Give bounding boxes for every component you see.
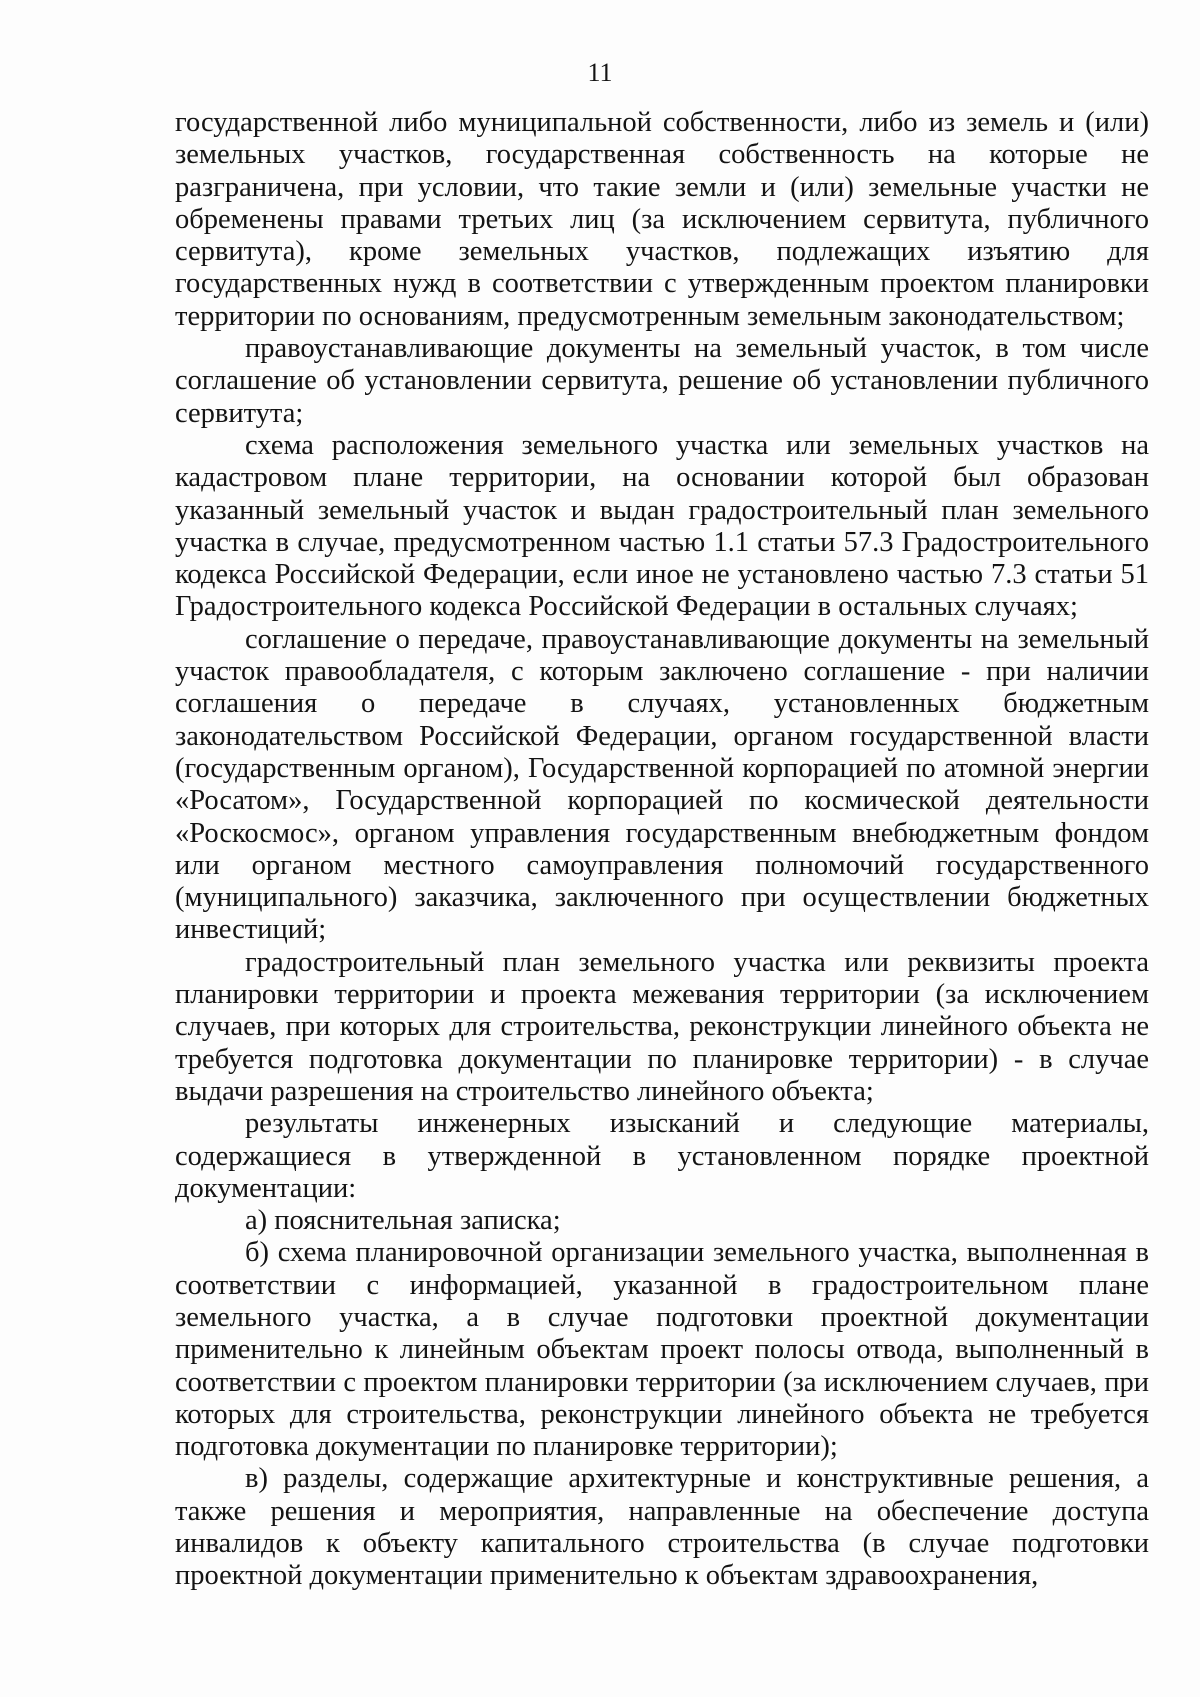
list-item-c: в) разделы, содержащие архитектурные и конструктивные решения, а также решения и мероприятия, направленные на обеспечение доступа инвалидов к объекту капитального строительства (в случае подготовки проектной документации применительно к объектам здравоохранения, — [175, 1463, 1149, 1592]
paragraph-land-continuation: государственной либо муниципальной собственности, либо из земель и (или) земельных участков, государственная собственность на которые не разграничена, при условии, что такие земли и (или) земельные участки не обременены правами третьих лиц (за исключением сервитута, публичного сервитута), кроме земельных участков, подлежащих изъятию для государственных нужд в соответствии с утвержденным проектом планировки территории по основаниям, предусмотренным земельным законодательством; — [175, 107, 1149, 332]
paragraph-transfer-agreement: соглашение о передаче, правоустанавливающие документы на земельный участок правообладателя, с которым заключено соглашение - при наличии соглашения о передаче в случаях, установленных бюджетным законодательством Российской Федерации, органом государственной власти (государственным органом), Государственной корпорацией по атомной энергии «Росатом», Государственной корпорацией по космической деятельности «Роскосмос», органом управления государственным внебюджетным фондом или органом местного самоуправления полномочий государственного (муниципального) заказчика, заключенного при осуществлении бюджетных инвестиций; — [175, 623, 1149, 946]
paragraph-urban-plan: градостроительный план земельного участка или реквизиты проекта планировки территории и проекта межевания территории (за исключением случаев, при которых для строительства, реконструкции линейного объекта не требуется подготовка документации по планировке территории) - в случае выдачи разрешения на строительство линейного объекта; — [175, 946, 1149, 1107]
document-body — [175, 107, 1149, 1593]
paragraph-land-scheme: схема расположения земельного участка или земельных участков на кадастровом плане территории, на основании которой был образован указанный земельный участок и выдан градостроительный план земельного участка в случае, предусмотренном частью 1.1 статьи 57.3 Градостроительного кодекса Российской Федерации, если иное не установлено частью 7.3 статьи 51 Градостроительного кодекса Российской Федерации в остальных случаях; — [175, 429, 1149, 623]
paragraph-title-documents: правоустанавливающие документы на земельный участок, в том числе соглашение об установлении сервитута, решение об установлении публичного сервитута; — [175, 333, 1149, 429]
list-item-b: б) схема планировочной организации земельного участка, выполненная в соответствии с информацией, указанной в градостроительном плане земельного участка, а в случае подготовки проектной документации применительно к линейным объектам проект полосы отвода, выполненный в соответствии с проектом планировки территории (за исключением случаев, при которых для строительства, реконструкции линейного объекта не требуется подготовка документации по планировке территории); — [175, 1237, 1149, 1463]
page-number: 11 — [587, 58, 613, 87]
list-item-a: а) пояснительная записка; — [245, 1205, 561, 1237]
paragraph-survey-results: результаты инженерных изысканий и следующие материалы, содержащиеся в утвержденной в установленном порядке проектной документации: — [175, 1108, 1149, 1204]
